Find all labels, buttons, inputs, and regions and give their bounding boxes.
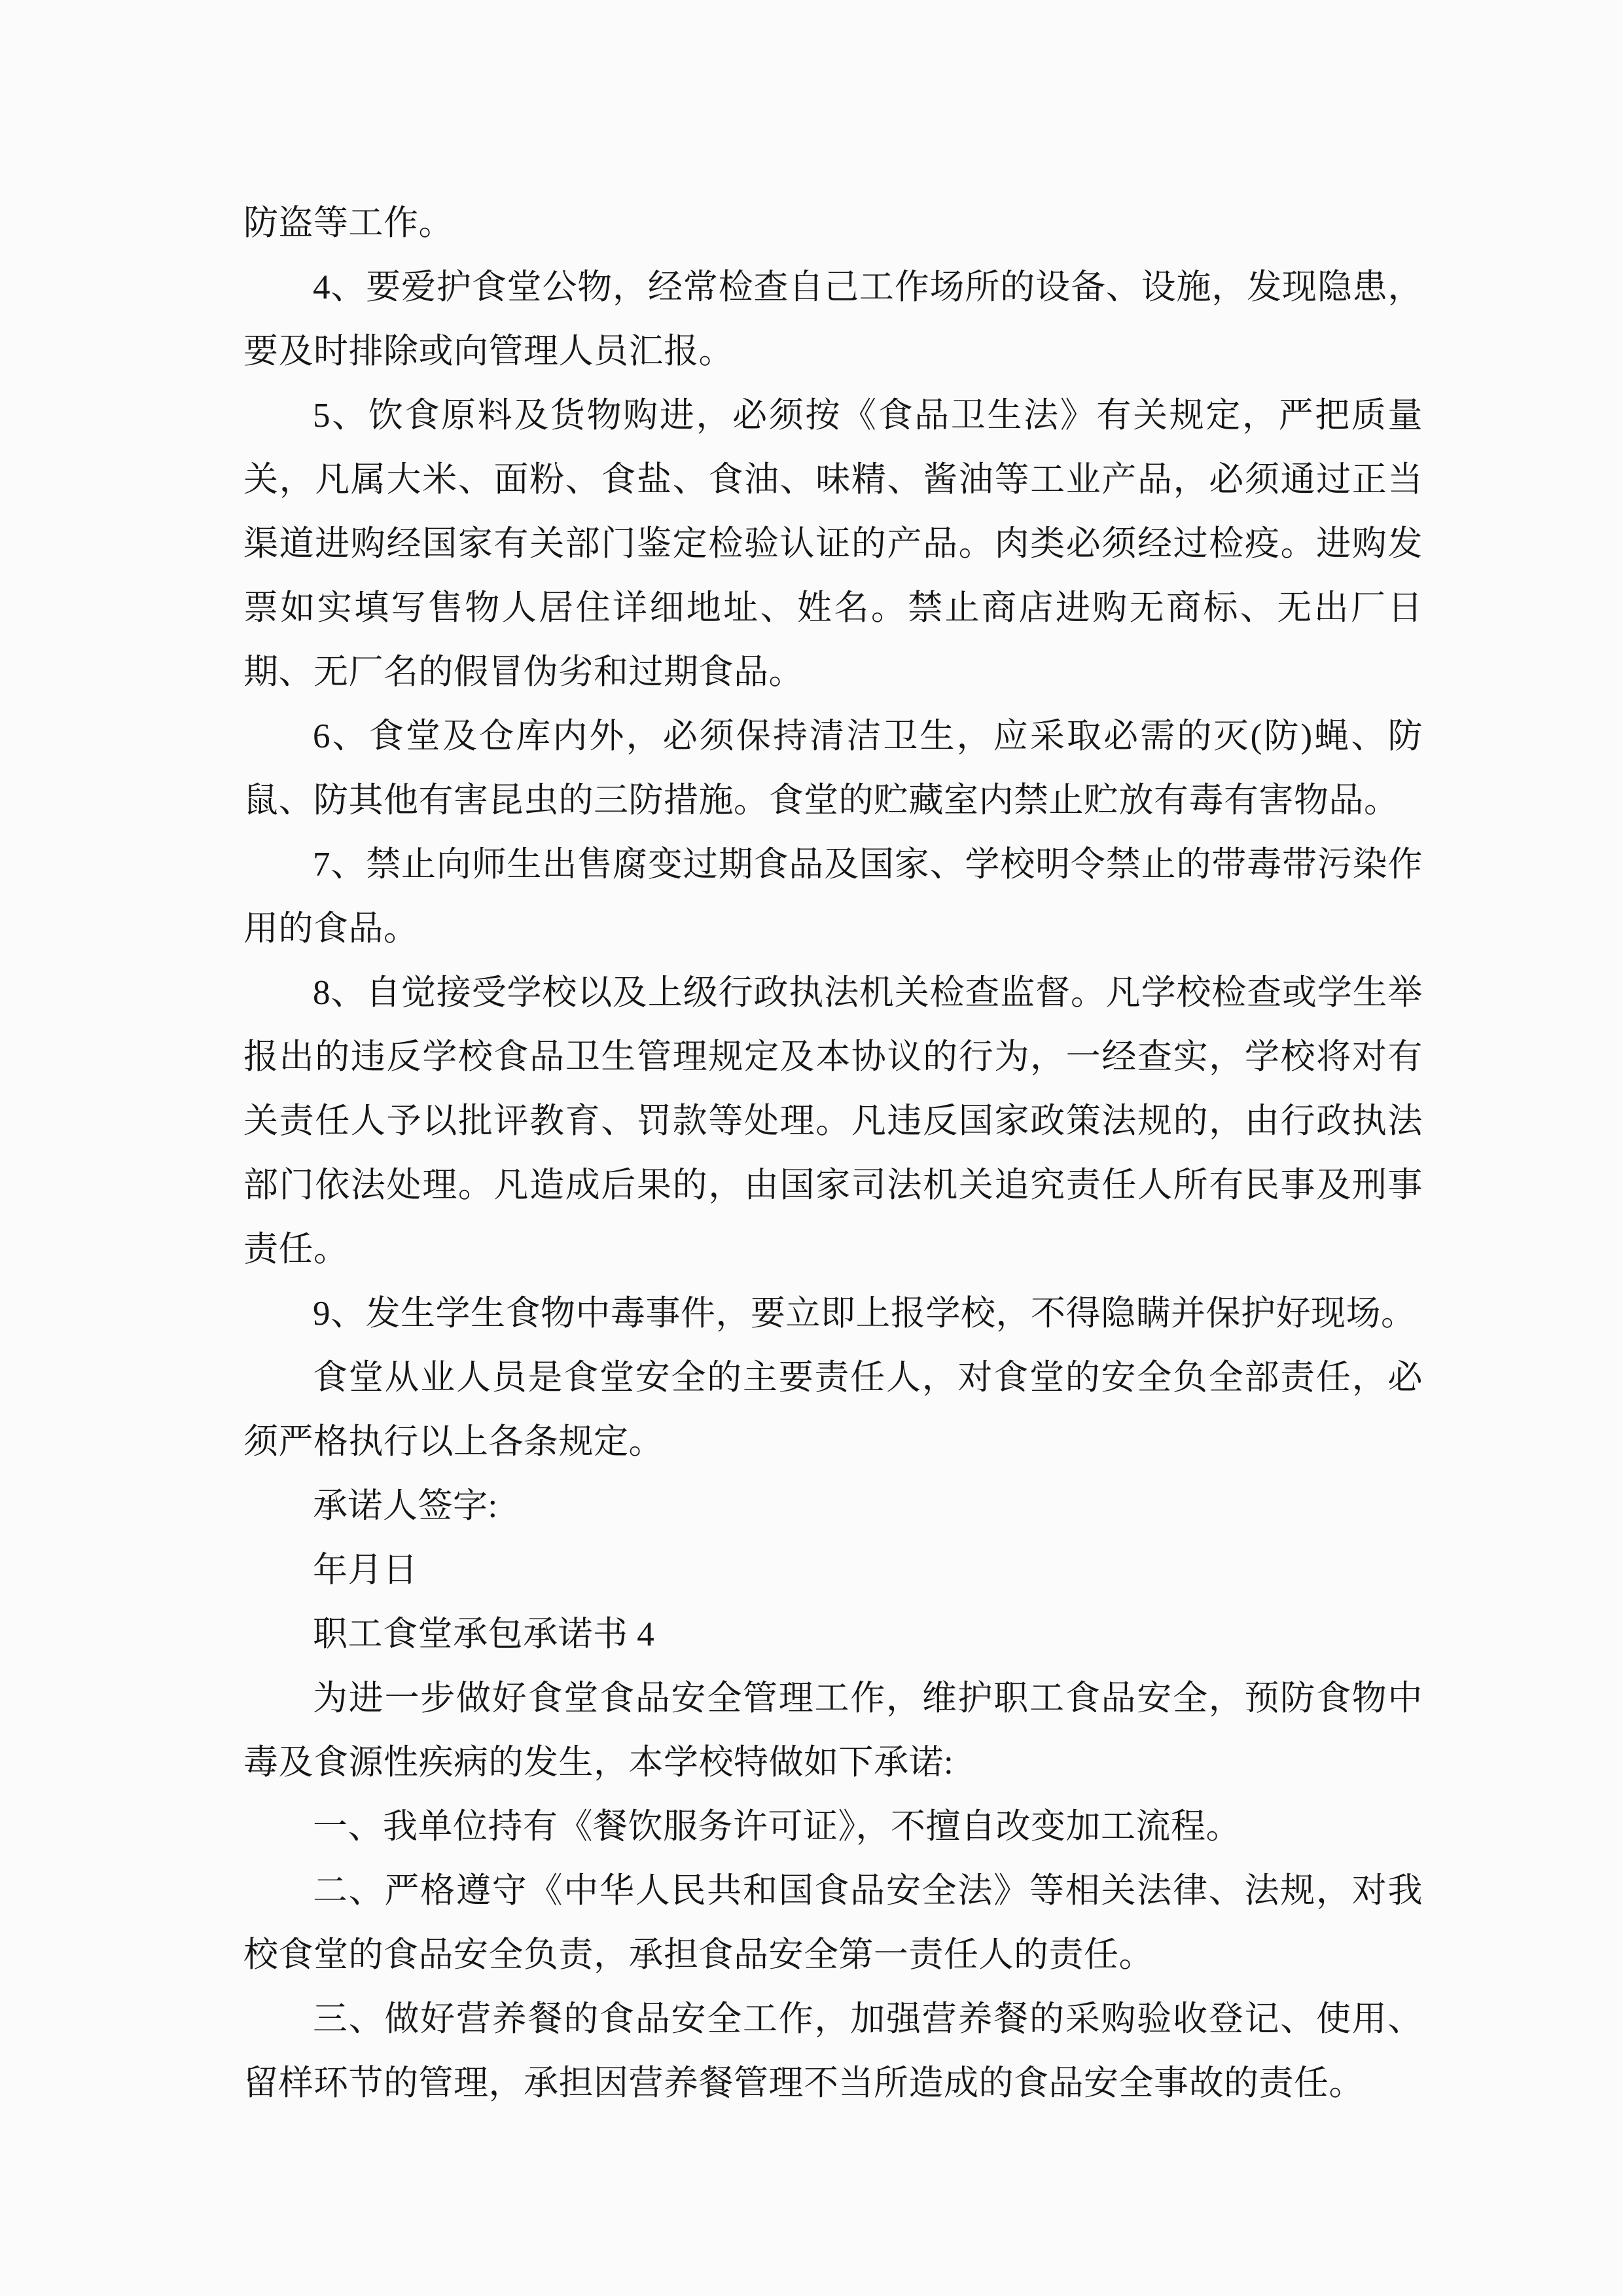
paragraph-item-5: 5、饮食原料及货物购进，必须按《食品卫生法》有关规定，严把质量关，凡属大米、面粉、食盐、食油、味精、酱油等工业产品，必须通过正当渠道进购经国家有关部门鉴定检验认证的产品。肉类必须经过检疫。进购发票如实填写售物人居住详细地址、姓名。禁止商店进购无商标、无出厂日期、无厂名的假冒伪劣和过期食品。 xyxy=(243,397,1423,691)
paragraph-item-8: 8、自觉接受学校以及上级行政执法机关检查监督。凡学校检查或学生举报出的违反学校食品卫生管理规定及本协议的行为，一经查实，学校将对有关责任人予以批评教育、罚款等处理。凡违反国家政策法规的，由行政执法部门依法处理。凡造成后果的，由国家司法机关追究责任人所有民事及刑事责任。 xyxy=(243,974,1423,1268)
paragraph-item-two: 二、严格遵守《中华人民共和国食品安全法》等相关法律、法规，对我校食堂的食品安全负责，承担食品安全第一责任人的责任。 xyxy=(243,1872,1423,1974)
section-heading: 职工食堂承包承诺书 4 xyxy=(313,1615,655,1653)
paragraph-item-one: 一、我单位持有《餐饮服务许可证》，不擅自改变加工流程。 xyxy=(313,1808,1241,1846)
paragraph-tail: 防盗等工作。 xyxy=(243,204,454,242)
paragraph-item-4: 4、要爱护食堂公物，经常检查自己工作场所的设备、设施，发现隐患，要及时排除或向管理人员汇报。 xyxy=(243,268,1423,370)
paragraph-intro: 为进一步做好食堂食品安全管理工作，维护职工食品安全，预防食物中毒及食源性疾病的发生，本学校特做如下承诺: xyxy=(243,1679,1423,1782)
paragraph-summary: 食堂从业人员是食堂安全的主要责任人，对食堂的安全负全部责任，必须严格执行以上各条规定。 xyxy=(243,1359,1423,1461)
paragraph-item-three: 三、做好营养餐的食品安全工作，加强营养餐的采购验收登记、使用、留样环节的管理，承担因营养餐管理不当所造成的食品安全事故的责任。 xyxy=(243,2000,1423,2102)
paragraph-item-7: 7、禁止向师生出售腐变过期食品及国家、学校明令禁止的带毒带污染作用的食品。 xyxy=(243,846,1423,948)
paragraph-signature-line: 承诺人签字: xyxy=(313,1487,498,1525)
paragraph-item-9: 9、发生学生食物中毒事件，要立即上报学校，不得隐瞒并保护好现场。 xyxy=(313,1295,1416,1333)
paragraph-item-6: 6、食堂及仓库内外，必须保持清洁卫生，应采取必需的灭(防)蝇、防鼠、防其他有害昆虫的三防措施。食堂的贮藏室内禁止贮放有毒有害物品。 xyxy=(243,717,1423,819)
paragraph-date-line: 年月日 xyxy=(313,1551,418,1589)
